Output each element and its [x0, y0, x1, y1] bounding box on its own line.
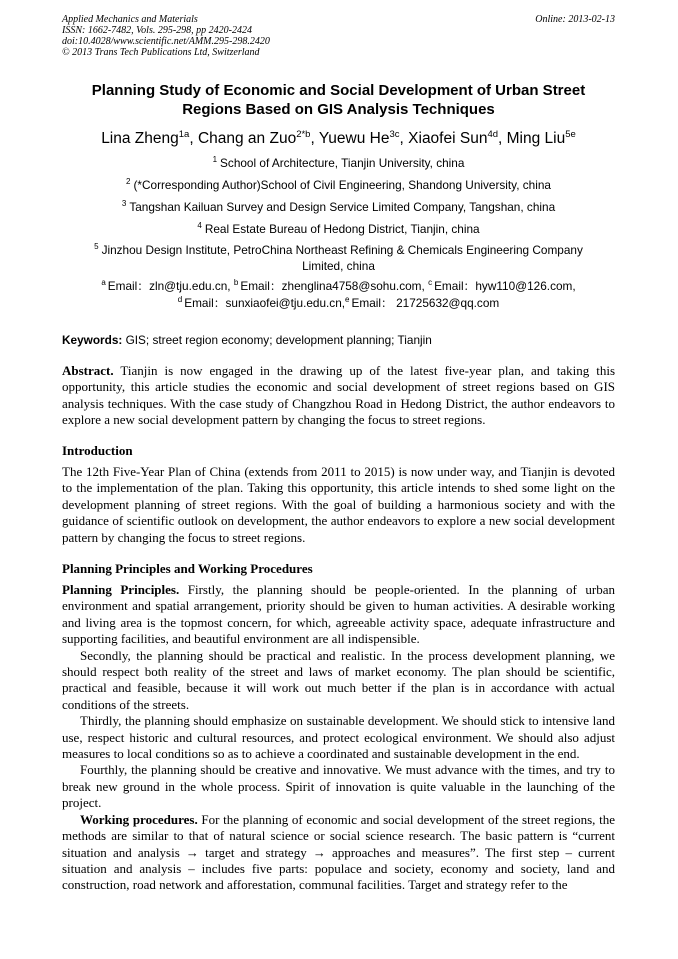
email-marker: e	[345, 295, 350, 304]
affiliation-1	[62, 155, 615, 171]
email-d: Email：sunxiaofei@tju.edu.cn,	[184, 296, 346, 310]
email-line-2	[62, 295, 615, 312]
affiliation-marker: 4	[197, 221, 202, 230]
online-date: Online: 2013-02-13	[535, 14, 615, 25]
principles-section	[62, 582, 615, 894]
author-separator: ,	[310, 130, 319, 147]
author-separator: ,	[498, 130, 507, 147]
email-c: Email：hyw110@126.com,	[434, 279, 576, 293]
author-name: Xiaofei Sun	[408, 130, 488, 147]
email-marker: b	[233, 278, 239, 287]
journal-header	[62, 14, 615, 58]
principles-paragraph-5	[62, 812, 615, 894]
section-heading-principles: Planning Principles and Working Procedures	[62, 561, 313, 576]
keywords-text: GIS; street region economy; development planning; Tianjin	[125, 333, 432, 347]
email-e: Email： 21725632@qq.com	[351, 296, 500, 310]
affiliation-marker: 1	[212, 155, 218, 164]
author-marker: 3c	[389, 129, 400, 140]
title-line-1: Planning Study of Economic and Social Development of Urban Street	[91, 82, 586, 99]
journal-name: Applied Mechanics and Materials	[62, 14, 198, 25]
author-marker: 5e	[565, 129, 576, 140]
author-marker: 2*b	[296, 129, 311, 140]
author-name: Ming Liu	[506, 130, 566, 147]
abstract-label: Abstract.	[62, 363, 114, 378]
abstract-text: Tianjin is now engaged in the drawing up of the latest five-year plan, and taking this opportunity, this article studies the economic and social development of street regions based on GIS analysis techniques. With the case study of Changzhou Road in Hedong District, the author endeavors to explore a new social development pattern by changing the focus to street regions.	[62, 363, 615, 428]
affiliation-5	[72, 242, 605, 274]
author-separator: ,	[189, 130, 198, 147]
keywords-label: Keywords:	[62, 333, 123, 347]
keywords	[62, 332, 615, 348]
affiliation-marker: 2	[126, 177, 131, 186]
affiliation-text: Tangshan Kailuan Survey and Design Service Limited Company, Tangshan, china	[129, 200, 556, 214]
principles-paragraph-1	[62, 582, 615, 648]
procedures-text: For the planning of economic and social development of the street regions, the methods are similar to that of natural science or social science research. The basic pattern is “current situation and analysis → target and strategy → approaches and measures”. The first step – current situation and analysis – includes five parts: populace and society, economy and society, land and construction, road network and afforestation, communal facilities. Target and strategy refer to the	[62, 811, 615, 893]
issn-line: ISSN: 1662-7482, Vols. 295-298, pp 2420-2424	[62, 25, 252, 36]
affiliation-marker: 5	[94, 242, 99, 251]
affiliation-3	[62, 199, 615, 215]
copyright-line: © 2013 Trans Tech Publications Ltd, Switzerland	[62, 47, 260, 58]
email-marker: d	[177, 295, 183, 304]
principles-paragraph-2: Secondly, the planning should be practical and realistic. In the process development planning, we should respect both reality of the street and laws of market economy. The plan should be scientific, practical and feasible, because it will work out much better if the plan is in accordance with actual conditions of the streets.	[62, 647, 615, 712]
email-line-1	[62, 278, 615, 295]
email-marker: a	[101, 278, 106, 287]
author-list	[62, 129, 615, 149]
email-marker: c	[428, 278, 433, 287]
section-heading-introduction: Introduction	[62, 443, 133, 458]
affiliation-text: (*Corresponding Author)School of Civil Engineering, Shandong University, china	[133, 178, 551, 192]
principles-paragraph-4: Fourthly, the planning should be creative and innovative. We must advance with the times, and try to break new ground in the whole process. Spirit of innovation is quite valuable in the launching of the project.	[62, 762, 615, 811]
title-line-2: Regions Based on GIS Analysis Techniques	[182, 101, 495, 118]
principles-paragraph-3: Thirdly, the planning should emphasize on sustainable development. We should stick to intensive land use, respect historic and cultural resources, and protect ecological environment. We should also adjust measures to local conditions so as to achieve a coordinated and sustainable development in the end.	[62, 713, 615, 762]
author-name: Yuewu He	[318, 130, 390, 147]
introduction-paragraph	[62, 464, 615, 546]
affiliation-marker: 3	[121, 199, 127, 208]
introduction-text: The 12th Five-Year Plan of China (extends from 2011 to 2015) is now under way, and Tianjin is devoted to the implementation of the plan. Taking this opportunity, this article intends to shed some light on the development planning of street regions. With the goal of building a harmonious society and with the guidance of scientific outlook on development, the author endeavors to explore a new social development pattern by changing the focus to street regions.	[62, 464, 615, 545]
affiliation-text: Real Estate Bureau of Hedong District, Tianjin, china	[204, 222, 480, 236]
email-a: Email：zln@tju.edu.cn,	[107, 279, 231, 293]
principles-text-1: Firstly, the planning should be people-oriented. In the planning of urban environment and spatial arrangement, priority should be given to human activities. A desirable working and living area is the topmost concern, for which, agreeable activity space, adequate infrastructure and supporting facilities, and beautiful environment are all indispensible.	[62, 582, 615, 647]
author-marker: 1a	[178, 129, 190, 140]
email-block	[62, 278, 615, 312]
author-marker: 4d	[487, 129, 499, 140]
author-name: Chang an Zuo	[197, 130, 297, 147]
procedures-label: Working procedures.	[80, 811, 198, 827]
principles-label: Planning Principles.	[62, 582, 180, 597]
author-separator: ,	[399, 130, 409, 147]
affiliation-text: Jinzhou Design Institute, PetroChina Northeast Refining & Chemicals Engineering Company Limited, china	[101, 243, 583, 273]
paper-title	[62, 81, 615, 119]
abstract	[62, 363, 615, 429]
email-b: Email：zhenglina4758@sohu.com,	[240, 279, 425, 293]
author-name: Lina Zheng	[101, 130, 179, 147]
doi-line: doi:10.4028/www.scientific.net/AMM.295-298.2420	[62, 36, 270, 47]
affiliation-text: School of Architecture, Tianjin University, china	[220, 156, 465, 170]
affiliation-4	[62, 221, 615, 237]
affiliation-2	[62, 177, 615, 193]
